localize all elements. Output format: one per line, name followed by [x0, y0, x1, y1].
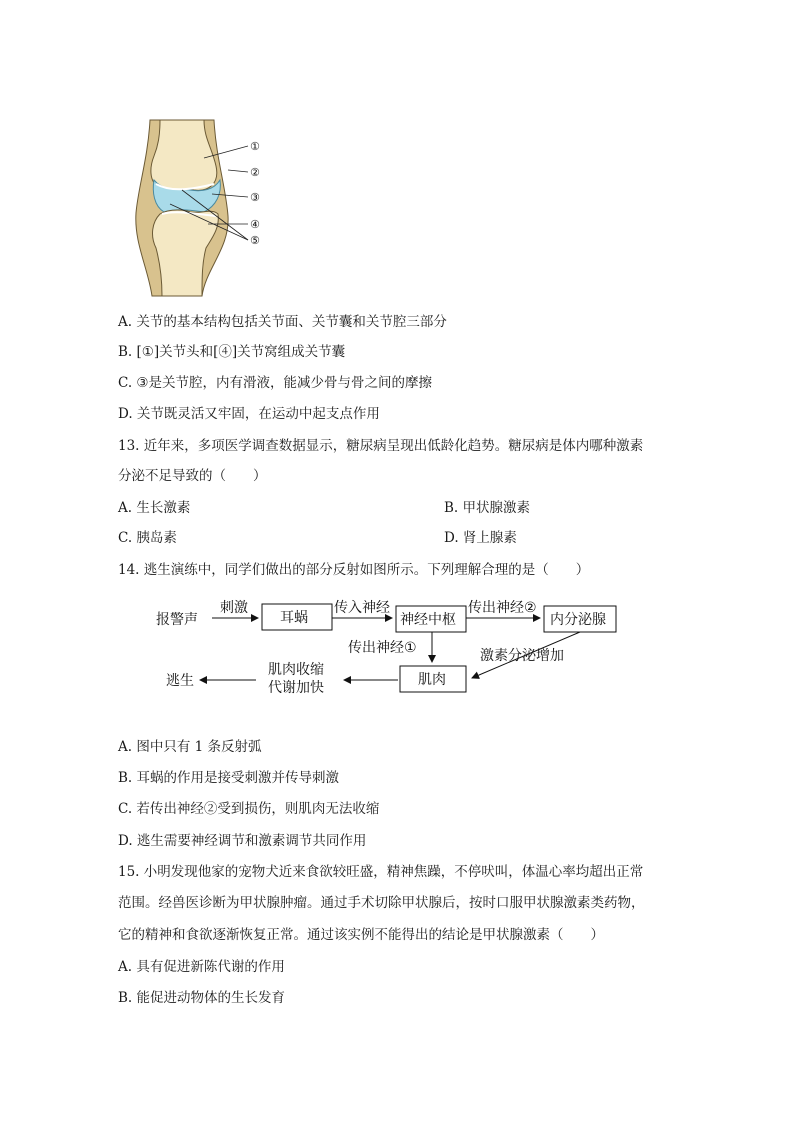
label-4: ④: [250, 218, 260, 231]
q15-stem-line3: 它的精神和食欲逐渐恢复正常。通过该实例不能得出的结论是甲状腺激素（ ）: [118, 927, 604, 943]
stimulus-text: 刺激: [220, 600, 248, 616]
q13-option-b: B. 甲状腺激素: [444, 500, 531, 516]
q12-option-a: A. 关节的基本结构包括关节面、关节囊和关节腔三部分: [118, 314, 447, 330]
reflex-flow-diagram: [140, 590, 640, 700]
efferent1-text: 传出神经①: [348, 640, 417, 656]
q13-stem-line2: 分泌不足导致的（ ）: [118, 468, 267, 484]
q15-stem-line1: 15. 小明发现他家的宠物犬近来食欲较旺盛，精神焦躁，不停吠叫，体温心率均超出正常: [118, 864, 644, 880]
q15-stem-line2: 范围。经兽医诊断为甲状腺肿瘤。通过手术切除甲状腺后，按时口服甲状腺激素类药物，: [118, 895, 645, 911]
q14-option-a: A. 图中只有 1 条反射弧: [118, 739, 262, 755]
cochlea-text: 耳蜗: [280, 610, 308, 626]
label-3: ③: [250, 191, 260, 204]
hormone-text: 激素分泌增加: [480, 648, 564, 664]
q14-option-b: B. 耳蜗的作用是接受刺激并传导刺激: [118, 770, 340, 786]
alarm-text: 报警声: [156, 612, 198, 628]
center-text: 神经中枢: [400, 612, 456, 628]
q12-option-d: D. 关节既灵活又牢固，在运动中起支点作用: [118, 406, 380, 422]
label-5: ⑤: [250, 234, 260, 247]
q13-option-d: D. 肾上腺素: [444, 530, 517, 546]
q14-stem: 14. 逃生演练中，同学们做出的部分反射如图所示。下列理解合理的是（ ）: [118, 562, 590, 578]
q15-option-a: A. 具有促进新陈代谢的作用: [118, 959, 285, 975]
contract1-text: 肌肉收缩: [268, 662, 324, 678]
q13-stem-line1: 13. 近年来，多项医学调查数据显示，糖尿病呈现出低龄化趋势。糖尿病是体内哪种激素: [118, 438, 644, 454]
q12-option-c: C. ③是关节腔，内有滑液，能减少骨与骨之间的摩擦: [118, 375, 433, 391]
afferent-text: 传入神经: [334, 600, 390, 616]
q14-option-d: D. 逃生需要神经调节和激素调节共同作用: [118, 833, 367, 849]
escape-text: 逃生: [166, 673, 194, 689]
q14-option-c: C. 若传出神经②受到损伤，则肌肉无法收缩: [118, 801, 380, 817]
muscle-text: 肌肉: [418, 672, 446, 688]
knee-joint-figure: [130, 118, 290, 298]
q15-option-b: B. 能促进动物体的生长发育: [118, 990, 286, 1006]
q13-option-c: C. 胰岛素: [118, 530, 177, 546]
q12-option-b: B. [①]关节头和[④]关节窝组成关节囊: [118, 344, 346, 360]
q13-option-a: A. 生长激素: [118, 500, 191, 516]
label-1: ①: [250, 140, 260, 153]
contract2-text: 代谢加快: [268, 680, 324, 696]
efferent2-text: 传出神经②: [468, 600, 537, 616]
gland-text: 内分泌腺: [550, 612, 606, 628]
label-2: ②: [250, 166, 260, 179]
